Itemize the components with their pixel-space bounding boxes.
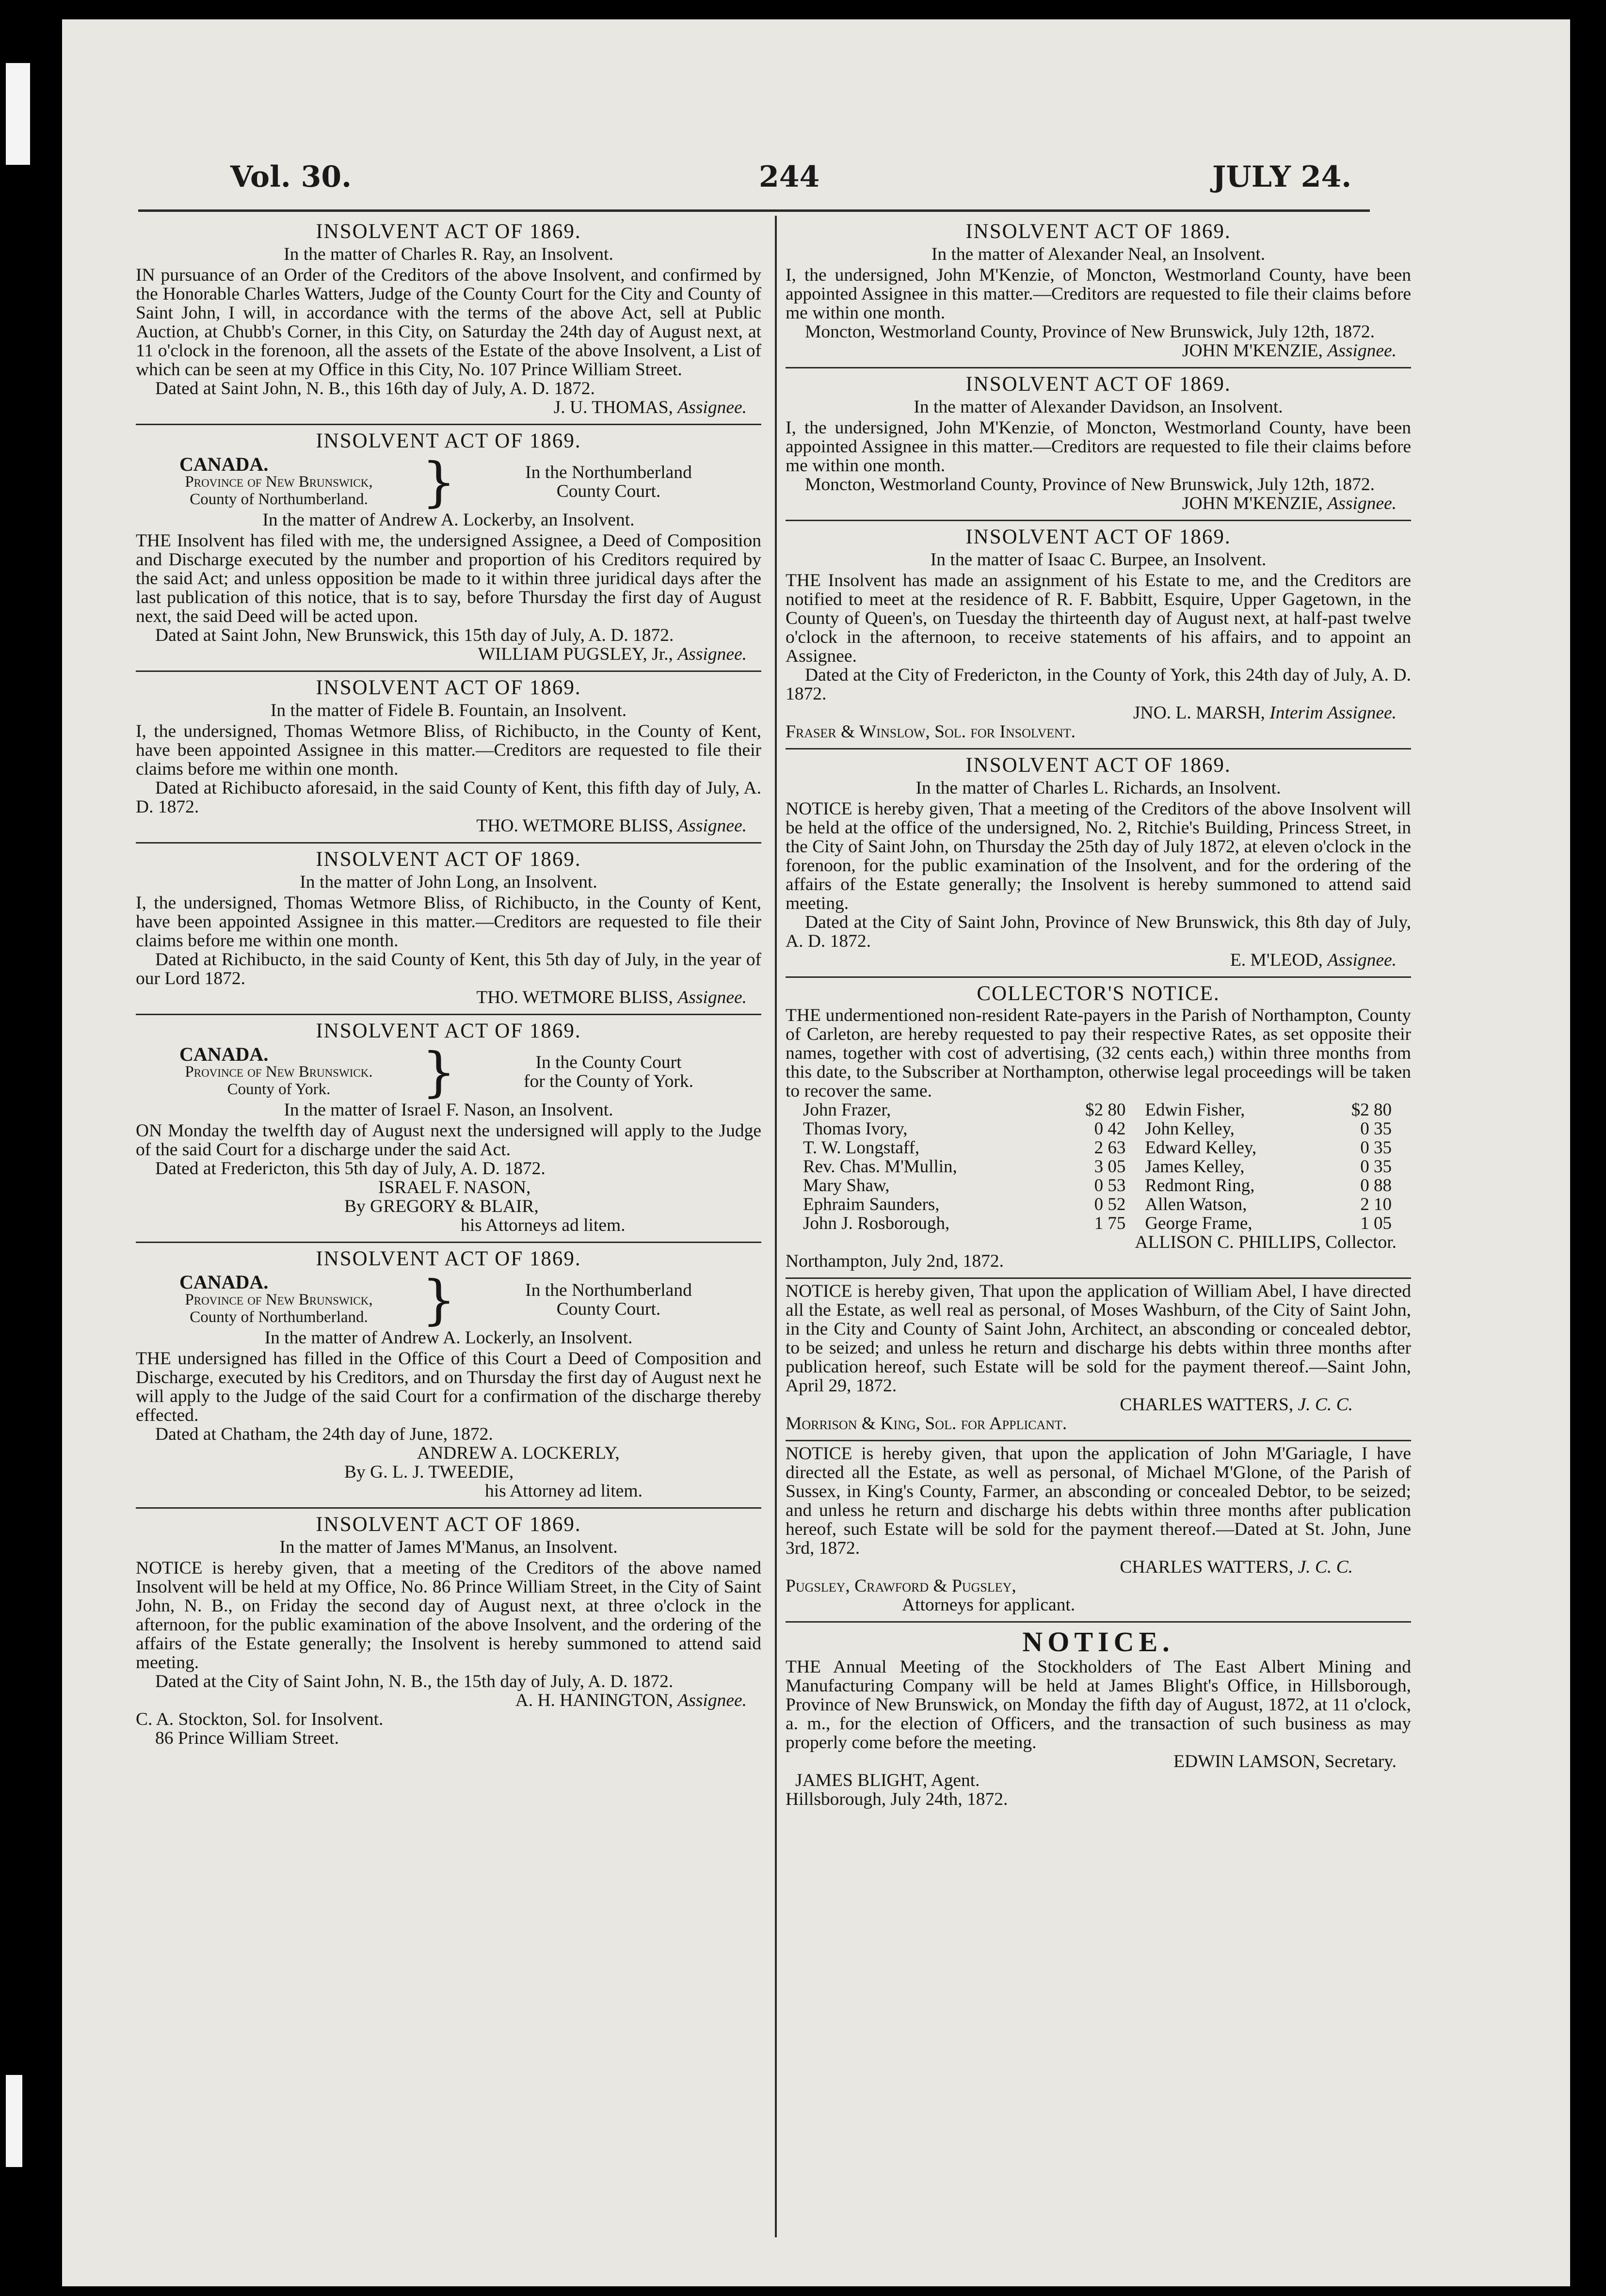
notice-title: INSOLVENT ACT OF 1869.: [965, 373, 1231, 396]
notice-matter: In the matter of Andrew A. Lockerby, an Insolvent.: [262, 510, 635, 530]
notice-richards: [786, 749, 1411, 978]
notice-signature-role: his Attorneys ad litem.: [461, 1215, 626, 1235]
issue-date: JULY 24.: [1212, 160, 1352, 194]
ratepayer-row: [786, 1195, 1411, 1214]
notice-dated: Moncton, Westmorland County, Province of New Brunswick, July 12th, 1872.: [805, 475, 1375, 494]
brace-icon: }: [422, 1041, 456, 1103]
notice-signature: A. H. HANINGTON, Assignee.: [515, 1690, 747, 1710]
notice-body: I, the undersigned, John M'Kenzie, of Moncton, Westmorland County, have been appointed Assignee in this matter.—Creditors are requested to file their claims before me within one month.: [786, 265, 1411, 323]
notice-neal: [786, 216, 1411, 368]
ratepayer-row: [786, 1157, 1411, 1176]
notice-signature: JOHN M'KENZIE, Assignee.: [1182, 341, 1397, 361]
header-rule: [138, 209, 1370, 212]
notice-matter: In the matter of Charles R. Ray, an Insolvent.: [284, 244, 613, 264]
notice-dated: Dated at the City of Fredericton, in the County of York, this 24th day of July, A. D. 1872.: [786, 665, 1411, 704]
notice-title: COLLECTOR'S NOTICE.: [977, 982, 1220, 1005]
notice-dated: Moncton, Westmorland County, Province of New Brunswick, July 12th, 1872.: [805, 322, 1375, 342]
rate-amount: 0 42: [1094, 1119, 1126, 1139]
ratepayer-row: [786, 1100, 1411, 1119]
notice-matter: In the matter of John Long, an Insolvent.: [300, 872, 597, 892]
notice-matter: In the matter of James M'Manus, an Insolvent.: [279, 1537, 618, 1557]
notice-fountain: [136, 672, 761, 844]
notice-abel: [786, 1279, 1411, 1441]
ratepayer-name: John J. Rosborough,: [803, 1213, 950, 1233]
rate-amount: 1 05: [1360, 1213, 1392, 1233]
brace-icon: }: [422, 451, 456, 513]
left-column: [136, 216, 761, 1754]
ratepayer-row: [786, 1138, 1411, 1157]
notice-dated: Dated at Fredericton, this 5th day of July, A. D. 1872.: [155, 1159, 546, 1179]
notice-signature: E. M'LEOD, Assignee.: [1230, 950, 1397, 970]
ratepayer-name: T. W. Longstaff,: [803, 1138, 920, 1158]
rate-amount: 0 35: [1360, 1157, 1392, 1177]
notice-dated: Hillsborough, July 24th, 1872.: [786, 1789, 1008, 1809]
rate-amount: 0 53: [1094, 1176, 1126, 1196]
notice-lockerly: [136, 1243, 761, 1509]
notice-signature: J. U. THOMAS, Assignee.: [553, 398, 747, 417]
notice-matter: In the matter of Fidele B. Fountain, an Insolvent.: [270, 701, 627, 720]
notice-signature-attorney: By GREGORY & BLAIR,: [344, 1196, 539, 1216]
ratepayer-name: James Kelley,: [1145, 1157, 1245, 1177]
rate-amount: 0 35: [1360, 1138, 1392, 1158]
notice-long: [136, 844, 761, 1015]
ratepayer-row: [786, 1176, 1411, 1195]
agent-signature: JAMES BLIGHT, Agent.: [795, 1770, 980, 1790]
scanner-strip: [6, 63, 30, 165]
notice-matter: In the matter of Israel F. Nason, an Insolvent.: [284, 1100, 613, 1120]
notice-dated: Dated at Saint John, N. B., this 16th day of July, A. D. 1872.: [155, 379, 595, 399]
notice-dated: Dated at Chatham, the 24th day of June, 1872.: [155, 1424, 493, 1444]
notice-ray: [136, 216, 761, 425]
notice-dated: Dated at Richibucto aforesaid, in the said County of Kent, this fifth day of July, A. D. 1872.: [136, 778, 761, 817]
notice-dated: Dated at the City of Saint John, N. B., the 15th day of July, A. D. 1872.: [155, 1672, 674, 1691]
court-heading: CANADA. Province of New Brunswick, County of Northumberland. } In the Northumberland County Court.: [179, 451, 692, 513]
page-header: [170, 160, 1353, 204]
notice-matter: In the matter of Alexander Davidson, an Insolvent.: [914, 397, 1283, 417]
notice-signature-attorney: By G. L. J. TWEEDIE,: [344, 1462, 514, 1482]
notice-body: ON Monday the twelfth day of August next the undersigned will apply to the Judge of the said Court for a discharge under the said Act.: [136, 1121, 761, 1160]
notice-dated: Dated at Richibucto, in the said County of Kent, this 5th day of July, in the year of our Lord 1872.: [136, 950, 761, 989]
court-heading: CANADA. Province of New Brunswick, County of Northumberland. } In the Northumberland County Court.: [179, 1269, 692, 1331]
notice-signature: ISRAEL F. NASON,: [378, 1178, 531, 1197]
notice-matter: In the matter of Isaac C. Burpee, an Insolvent.: [930, 550, 1267, 570]
notice-body: NOTICE is hereby given, that upon the application of John M'Gariagle, I have directed all the Estate, as well as personal, of Michael M'Glone, of the Parish of Sussex, in King's County, Farmer, an absconding or concealed Debtor, to be seized; and unless he return and discharge his debts within three months after publication hereof, such Estate will be sold for the payment thereof.—Dated at St. John, June 3rd, 1872.: [786, 1444, 1411, 1558]
notice-burpee: [786, 521, 1411, 749]
ratepayer-name: Edwin Fisher,: [1145, 1100, 1245, 1120]
rate-amount: $2 80: [1351, 1100, 1392, 1120]
ratepayer-name: George Frame,: [1145, 1213, 1253, 1233]
notice-body: THE undersigned has filled in the Office of this Court a Deed of Composition and Discharge, executed by his Creditors, and on Thursday the first day of August next he will apply to the Judge of the said Court for a confirmation of the discharge thereby effected.: [136, 1349, 761, 1425]
secretary-signature: EDWIN LAMSON, Secretary.: [1173, 1752, 1397, 1771]
notice-title: INSOLVENT ACT OF 1869.: [965, 220, 1231, 243]
ratepayer-name: Mary Shaw,: [803, 1176, 890, 1196]
notice-body: NOTICE is hereby given, That a meeting of the Creditors of the above Insolvent will be held at the office of the undersigned, No. 2, Ritchie's Building, Princess Street, in the City of Saint John, on Thursday the 25th day of July 1872, at eleven o'clock in the forenoon, for the public examination of the Insolvent, and for the ordering of the affairs of the Estate generally; the Insolvent is hereby summoned to attend said meeting.: [786, 799, 1411, 913]
notice-title: INSOLVENT ACT OF 1869.: [965, 526, 1231, 548]
notice-signature: THO. WETMORE BLISS, Assignee.: [476, 988, 747, 1007]
notice-title: INSOLVENT ACT OF 1869.: [965, 754, 1231, 777]
ratepayer-name: Allen Watson,: [1145, 1195, 1247, 1214]
rate-amount: $2 80: [1085, 1100, 1126, 1120]
notice-signature: JNO. L. MARSH, Interim Assignee.: [1133, 703, 1397, 723]
notice-signature: CHARLES WATTERS, J. C. C.: [1120, 1557, 1353, 1577]
ratepayer-name: Rev. Chas. M'Mullin,: [803, 1157, 957, 1177]
right-column: [786, 216, 1411, 1816]
notice-signature: THO. WETMORE BLISS, Assignee.: [476, 816, 747, 836]
ratepayer-name: John Kelley,: [1145, 1119, 1235, 1139]
scanner-strip: [6, 2075, 22, 2167]
notice-title: INSOLVENT ACT OF 1869.: [316, 220, 581, 243]
notice-signature: CHARLES WATTERS, J. C. C.: [1120, 1395, 1353, 1415]
notice-title: INSOLVENT ACT OF 1869.: [316, 1513, 581, 1536]
ratepayer-name: Redmont Ring,: [1145, 1176, 1255, 1196]
notice-body: I, the undersigned, Thomas Wetmore Bliss, of Richibucto, in the County of Kent, have been appointed Assignee in this matter.—Creditors are requested to file their claims before me within one month.: [136, 721, 761, 779]
rate-amount: 0 88: [1360, 1176, 1392, 1196]
rate-amount: 2 63: [1094, 1138, 1126, 1158]
notice-lockerby: [136, 425, 761, 672]
notice-stockholders: [786, 1623, 1411, 1816]
collector-signature: ALLISON C. PHILLIPS, Collector.: [1135, 1232, 1397, 1252]
solicitor-line: C. A. Stockton, Sol. for Insolvent.: [136, 1709, 384, 1729]
rate-amount: 1 75: [1094, 1213, 1126, 1233]
ratepayer-table: [786, 1100, 1411, 1233]
notice-matter: In the matter of Andrew A. Lockerly, an Insolvent.: [264, 1328, 633, 1348]
notice-davidson: [786, 368, 1411, 521]
notice-body: IN pursuance of an Order of the Creditors of the above Insolvent, and confirmed by the Honorable Charles Watters, Judge of the County Court for the City and County of Saint John, I will, in accordance with the terms of the above Act, sell at Public Auction, at Chubb's Corner, in this City, on Saturday the 24th day of August next, at 11 o'clock in the forenoon, all the assets of the Estate of the above Insolvent, a List of which can be seen at my Office in this City, No. 107 Prince William Street.: [136, 265, 761, 380]
notice-body: THE Insolvent has filed with me, the undersigned Assignee, a Deed of Composition and Discharge executed by the number and proportion of his Creditors required by the said Act; and unless opposition be made to it within three juridical days after the last publication of this notice, that is to say, before Thursday the first day of August next, the said Deed will be acted upon.: [136, 531, 761, 626]
notice-signature: JOHN M'KENZIE, Assignee.: [1182, 494, 1397, 513]
notice-signature-role: his Attorney ad litem.: [485, 1481, 642, 1501]
court-heading: CANADA. Province of New Brunswick. County of York. } In the County Court for the County of York.: [179, 1041, 693, 1103]
ratepayer-name: John Frazer,: [803, 1100, 891, 1120]
notice-nason: [136, 1015, 761, 1243]
notice-dated: Dated at Saint John, New Brunswick, this 15th day of July, A. D. 1872.: [155, 625, 674, 645]
notice-mmanus: [136, 1509, 761, 1754]
brace-icon: }: [422, 1269, 456, 1331]
ratepayer-name: Thomas Ivory,: [803, 1119, 908, 1139]
rate-amount: 2 10: [1360, 1195, 1392, 1214]
notice-signature: ANDREW A. LOCKERLY,: [417, 1443, 620, 1463]
ratepayer-row: [786, 1119, 1411, 1138]
notice-gariagle: [786, 1441, 1411, 1623]
notice-body: THE Annual Meeting of the Stockholders of The East Albert Mining and Manufacturing Company will be held at James Blight's Office, in Hillsborough, Province of New Brunswick, on Monday the fifth day of August, 1872, at 11 o'clock, a. m., for the election of Officers, and the transaction of such business as may properly come before the meeting.: [786, 1657, 1411, 1753]
notice-title: INSOLVENT ACT OF 1869.: [316, 676, 581, 699]
notice-body: I, the undersigned, Thomas Wetmore Bliss, of Richibucto, in the County of Kent, have been appointed Assignee in this matter.—Creditors are requested to file their claims before me within one month.: [136, 893, 761, 951]
notice-body: NOTICE is hereby given, That upon the application of William Abel, I have directed all the Estate, as well real as personal, of Moses Washburn, of the City of Saint John, in the City and County of Saint John, Architect, an absconding or concealed debtor, to be seized; and unless he return and discharge his debts within three months after publication hereof, such Estate will be sold for the payment thereof.—Saint John, April 29, 1872.: [786, 1281, 1411, 1396]
ratepayer-name: Edward Kelley,: [1145, 1138, 1257, 1158]
ratepayer-name: Ephraim Saunders,: [803, 1195, 940, 1214]
page-number: 244: [759, 160, 820, 194]
notice-signature: WILLIAM PUGSLEY, Jr., Assignee.: [478, 644, 747, 664]
notice-dated: Dated at the City of Saint John, Province of New Brunswick, this 8th day of July, A. D. 1872.: [786, 912, 1411, 951]
ratepayer-row: [786, 1214, 1411, 1233]
notice-title: INSOLVENT ACT OF 1869.: [316, 848, 581, 871]
volume-number: Vol. 30.: [230, 160, 352, 194]
column-divider: [775, 216, 777, 2237]
notice-title: NOTICE.: [1022, 1626, 1174, 1658]
solicitor-line: Morrison & King, Sol. for Applicant.: [786, 1414, 1067, 1434]
notice-matter: In the matter of Alexander Neal, an Insolvent.: [931, 244, 1266, 264]
solicitor-line: Pugsley, Crawford & Pugsley,: [786, 1576, 1016, 1596]
notice-title: INSOLVENT ACT OF 1869.: [316, 430, 581, 452]
notice-matter: In the matter of Charles L. Richards, an Insolvent.: [915, 778, 1281, 798]
rate-amount: 0 35: [1360, 1119, 1392, 1139]
solicitor-line: Fraser & Winslow, Sol. for Insolvent.: [786, 722, 1076, 742]
notice-body: NOTICE is hereby given, that a meeting of the Creditors of the above named Insolvent will be held at my Office, No. 86 Prince William Street, in the City of Saint John, N. B., on Friday the second day of August next, at three o'clock in the afternoon, for the public examination of the above Insolvent, and the ordering of the affairs of the Estate generally; the Insolvent is hereby summoned to attend said meeting.: [136, 1558, 761, 1673]
notice-dated: Northampton, July 2nd, 1872.: [786, 1251, 1004, 1271]
notice-body: THE Insolvent has made an assignment of his Estate to me, and the Creditors are notified to meet at the residence of R. F. Babbitt, Esquire, Upper Gagetown, in the County of Queen's, on Tuesday the thirteenth day of August next, at half-past twelve o'clock in the afternoon, to receive statements of his affairs, and to appoint an Assignee.: [786, 571, 1411, 666]
solicitor-role: Attorneys for applicant.: [902, 1595, 1076, 1615]
solicitor-address: 86 Prince William Street.: [155, 1728, 339, 1748]
notice-body: THE undermentioned non-resident Rate-payers in the Parish of Northampton, County of Carleton, are hereby requested to pay their respective Rates, as set opposite their names, together with cost of advertising, (32 cents each,) within three months from this date, to the Subscriber at Northampton, otherwise legal proceedings will be taken to recover the same.: [786, 1005, 1411, 1101]
notice-collector: [786, 978, 1411, 1279]
notice-body: I, the undersigned, John M'Kenzie, of Moncton, Westmorland County, have been appointed Assignee in this matter.—Creditors are requested to file their claims before me within one month.: [786, 418, 1411, 476]
rate-amount: 0 52: [1094, 1195, 1126, 1214]
rate-amount: 3 05: [1094, 1157, 1126, 1177]
notice-title: INSOLVENT ACT OF 1869.: [316, 1247, 581, 1270]
notice-title: INSOLVENT ACT OF 1869.: [316, 1020, 581, 1042]
